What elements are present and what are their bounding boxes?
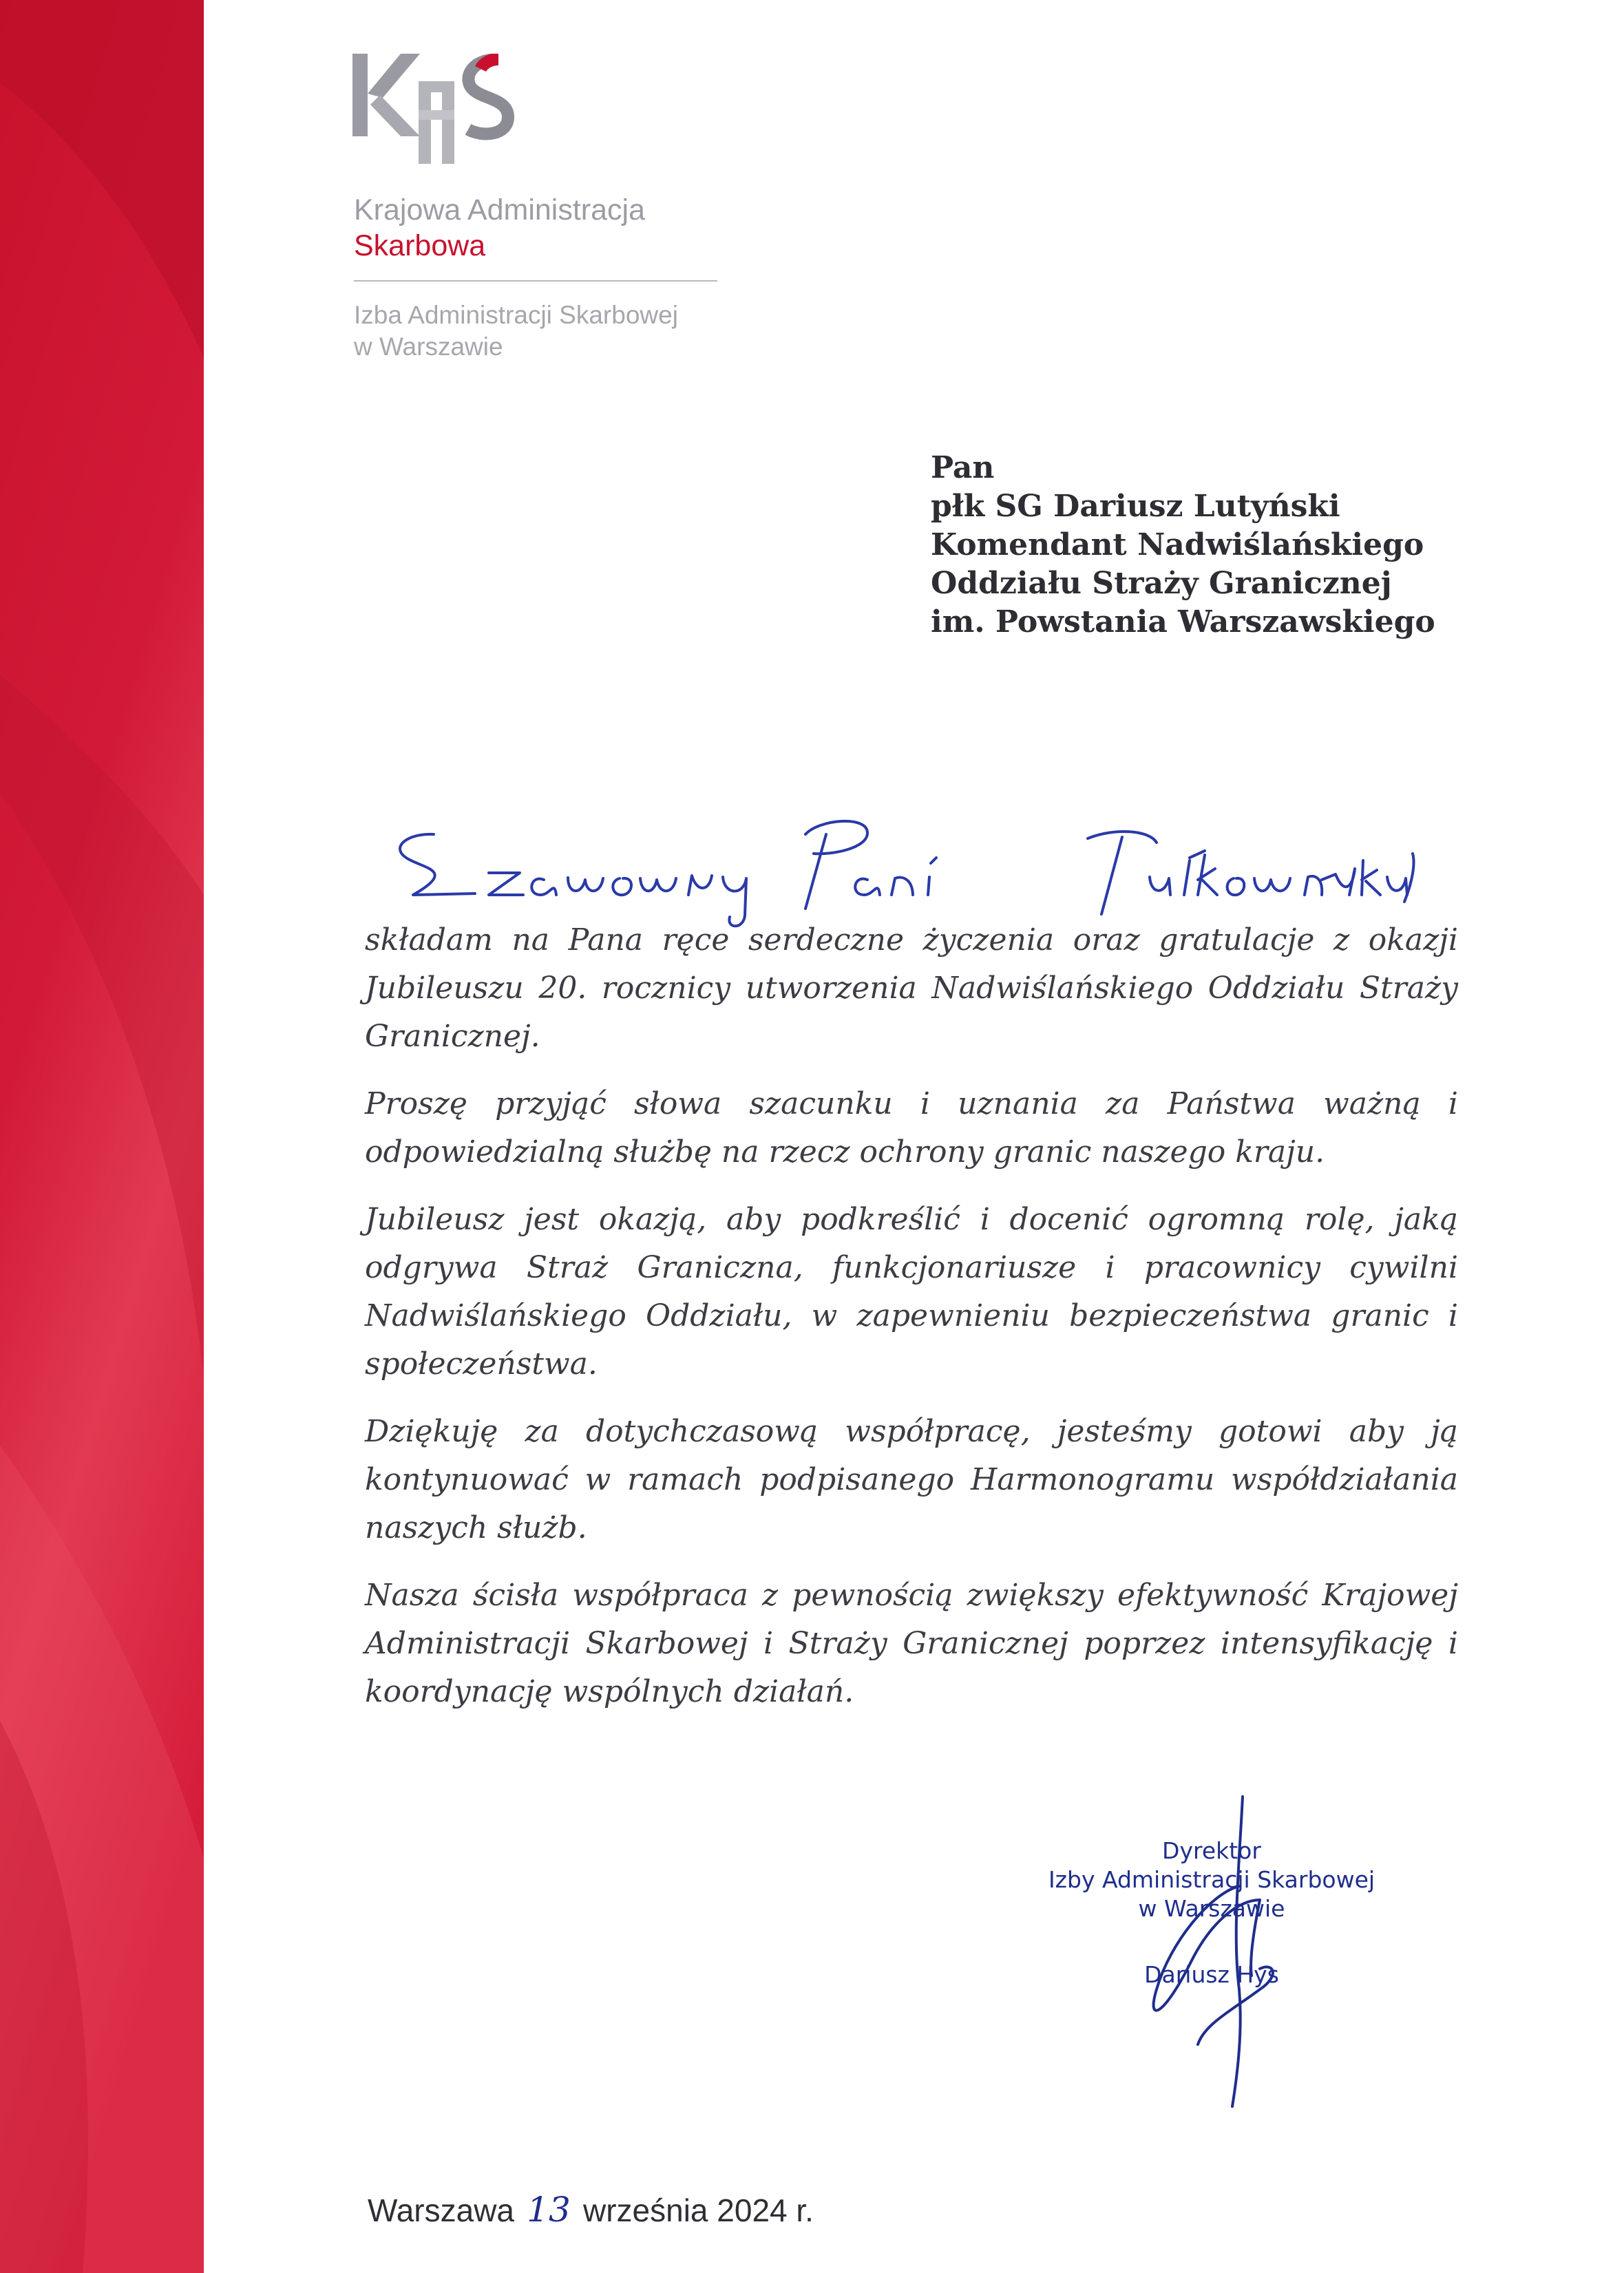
date-month-year: września 2024 r. (583, 2192, 814, 2228)
body-paragraph: Proszę przyjąć słowa szacunku i uznania za Państwa ważną i odpowiedzialną służbę na rzecz ochrony granic naszego kraju. (365, 1086, 1458, 1170)
handwritten-signature (1033, 1783, 1391, 2127)
addressee-block (931, 449, 1550, 642)
addressee-line: im. Powstania Warszawskiego (931, 604, 1435, 639)
org-name-line1: Krajowa Administracja (354, 193, 646, 226)
letterhead-divider (354, 280, 717, 282)
body-paragraph: Jubileusz jest okazją, aby podkreślić i docenić ogromną rolę, jaką odgrywa Straż Graniczna, funkcjonariusze i pracownicy cywilni Nadwiślańskiego Oddziału, w zapewnieniu bezpieczeństwa granic i społeczeństwa. (365, 1202, 1458, 1382)
org-sub-line2: w Warszawie (354, 332, 503, 361)
addressee-line: Oddziału Straży Granicznej (931, 566, 1392, 601)
org-name-line2: Skarbowa (354, 229, 486, 262)
signer-name: Dariusz Hys (1144, 1961, 1279, 1988)
addressee-line: płk SG Dariusz Lutyński (931, 489, 1340, 524)
kas-logo (352, 54, 525, 164)
red-side-band (0, 0, 204, 2273)
signer-title-line1: Dyrektor (1162, 1837, 1261, 1864)
addressee-line: Komendant Nadwiślańskiego (931, 527, 1424, 562)
body-paragraph: składam na Pana ręce serdeczne życzenia oraz gratulacje z okazji Jubileuszu 20. rocznicy utworzenia Nadwiślańskiego Oddziału Straży Granicznej. (365, 922, 1458, 1054)
date-line (368, 2189, 814, 2231)
body-paragraph: Dziękuję za dotychczasową współpracę, jesteśmy gotowi aby ją kontynuować w ramach podpisanego Harmonogramu współdziałania naszych służb. (365, 1414, 1458, 1545)
signer-title-line2: Izby Administracji Skarbowej (1048, 1866, 1375, 1893)
org-sub-line1: Izba Administracji Skarbowej (354, 301, 678, 329)
signer-title-line3: w Warszawie (1138, 1895, 1285, 1922)
date-day-handwritten: 13 (527, 2190, 571, 2230)
body-paragraph: Nasza ścisła współpraca z pewnością zwiększy efektywność Krajowej Administracji Skarbowej i Straży Granicznej poprzez intensyfikację i koordynację wspólnych działań. (365, 1578, 1458, 1709)
addressee-line: Pan (931, 450, 995, 485)
date-place: Warszawa (368, 2192, 514, 2228)
letter-body (365, 916, 1458, 1735)
